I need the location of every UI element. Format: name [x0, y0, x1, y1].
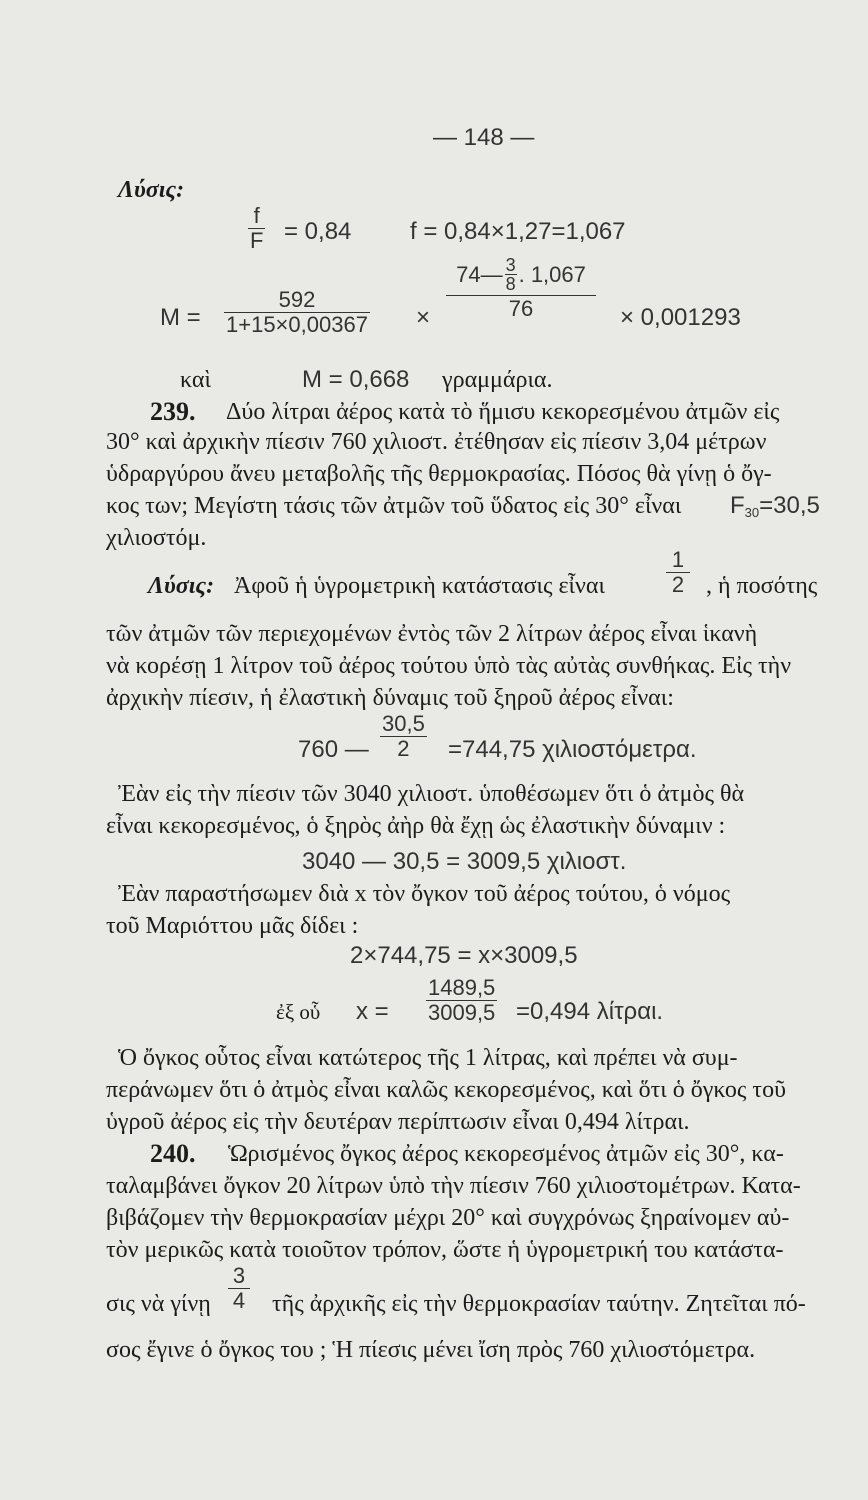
small-fraction-denominator: 8 [505, 274, 516, 294]
problem-240-line-5-end: τῆς ἀρχικῆς εἰς τὴν θερμοκρασίαν ταύτην. Ζητεῖται πό- [272, 1291, 806, 1317]
eq1-fraction [380, 712, 427, 761]
problem-239-line-1: Δύο λίτραι ἀέρος κατὰ τὸ ἥμισυ κεκορεσμένου ἀτμῶν εἰς [226, 399, 780, 425]
f30-expression [730, 492, 820, 527]
page-number: — 148 — [433, 124, 535, 151]
m-fraction-1-denominator: 1+15×0,00367 [226, 312, 368, 337]
solution-2-line-8: τοῦ Μαριόττου μᾶς δίδει : [106, 913, 359, 939]
fraction-numerator: f [253, 203, 260, 228]
small-fraction [505, 256, 517, 293]
numerator-part-c: . 1,067 [518, 261, 586, 287]
eq1-lhs: 760 — [298, 736, 369, 763]
m-formula-lhs: M = [160, 304, 201, 331]
f-ratio-value: = 0,84 [284, 218, 352, 245]
problem-239-line-2: 30° καὶ ἀρχικὴν πίεσιν 760 χιλιοστ. ἐτέθησαν εἰς πίεσιν 3,04 μέτρων [106, 429, 767, 455]
f30-subscript: 30 [744, 505, 760, 520]
problem-240-line-3: βιβάζομεν τὴν θερμοκρασίαν μέχρι 20° καὶ συγχρόνως ξηραίνομεν αὐ- [106, 1205, 790, 1231]
m-result-value: M = 0,668 [302, 366, 410, 393]
hygrometric-fraction [666, 548, 690, 597]
problem-239-line-4: κος των; Μεγίστη τάσις τῶν ἀτμῶν τοῦ ὕδατος εἰς 30° εἶναι [106, 493, 682, 519]
problem-240-line-2: ταλαμβάνει ὄγκον 20 λίτρων ὑπὸ τὴν πίεσιν 760 χιλιοστομέτρων. Κατα- [106, 1173, 801, 1199]
times-sign: × [416, 304, 431, 331]
eq1-numerator: 30,5 [382, 711, 425, 736]
eq1-rhs: =744,75 χιλιοστόμετρα. [448, 736, 697, 763]
fraction-denominator: F [250, 228, 264, 253]
eq3: 2×744,75 = x×3009,5 [350, 942, 578, 969]
eq4-numerator: 1489,5 [428, 975, 496, 1000]
problem-239-line-5: χιλιοστόμ. [106, 525, 207, 551]
numerator-part-a: 74— [456, 261, 503, 287]
problem-240-line-1: Ὡρισμένος ὄγκος ἀέρος κεκορεσμένος ἀτμῶν εἰς 30°, κα- [228, 1141, 784, 1167]
hygrometric-numerator: 1 [671, 547, 685, 572]
f30-symbol: F [730, 492, 745, 519]
problem-240-number: 240. [150, 1139, 196, 1168]
eq4-denominator: 3009,5 [428, 1000, 496, 1025]
solution-2-line-9: Ὁ ὄγκος οὗτος εἶναι κατώτερος τῆς 1 λίτρας, καὶ πρέπει νὰ συμ- [118, 1045, 738, 1071]
m-fraction-2-numerator [456, 256, 586, 293]
solution-2-line-6: εἶναι κεκορεσμένος, ὁ ξηρὸς ἀὴρ θὰ ἔχῃ ὡς ἐλαστικὴν δύναμιν : [106, 813, 726, 839]
solution-2-text-end: , ἡ ποσότης [706, 573, 818, 599]
solution-2-line-10: περάνωμεν ὅτι ὁ ἀτμὸς εἶναι καλῶς κεκορεσμένος, καὶ ὅτι ὁ ὄγκος τοῦ [106, 1077, 786, 1103]
m-fraction-1 [224, 288, 370, 337]
eq4-prefix: ἐξ οὗ [276, 1000, 321, 1024]
f-computation: f = 0,84×1,27=1,067 [410, 218, 626, 245]
three-quarters-numerator: 3 [232, 1263, 246, 1288]
eq4-fraction [426, 976, 497, 1025]
m-fraction-2-denominator: 76 [508, 296, 534, 321]
solution-2-line-2: τῶν ἀτμῶν τῶν περιεχομένων ἐντὸς τῶν 2 λίτρων ἀέρος εἶναι ἱκανὴ [106, 621, 758, 647]
m-fraction-2 [446, 256, 596, 322]
solution-2-line-5: Ἐὰν εἰς τὴν πίεσιν τῶν 3040 χιλιοστ. ὑποθέσωμεν ὅτι ὁ ἀτμὸς θὰ [118, 781, 745, 807]
hygrometric-denominator: 2 [671, 572, 685, 597]
solution-2-line-7: Ἐὰν παραστήσωμεν διὰ x τὸν ὄγκον τοῦ ἀέρος τούτου, ὁ νόμος [118, 881, 731, 907]
problem-239-line-3: ὑδραργύρου ἄνευ μεταβολῆς τῆς θερμοκρασίας. Πόσος θὰ γίνῃ ὁ ὄγ- [106, 461, 772, 487]
m-result-kai: καὶ [180, 367, 211, 393]
small-fraction-numerator: 3 [505, 255, 516, 275]
eq4-rhs: =0,494 λίτραι. [516, 998, 664, 1025]
m-formula-constant: × 0,001293 [620, 304, 741, 331]
three-quarters-denominator: 4 [232, 1288, 246, 1313]
solution-label: Λύσις: [118, 177, 185, 203]
solution-2-line-3: νὰ κορέσῃ 1 λίτρον τοῦ ἀέρος τούτου ὑπὸ τὰς αὐτὰς συνθήκας. Εἰς τὴν [106, 653, 792, 679]
eq1-denominator: 2 [397, 736, 410, 761]
eq2: 3040 — 30,5 = 3009,5 χιλιοστ. [302, 848, 627, 875]
solution-2-text: Ἀφοῦ ἡ ὑγρομετρικὴ κατάστασις εἶναι [234, 573, 605, 599]
problem-240-line-4: τὸν μερικῶς κατὰ τοιοῦτον τρόπον, ὥστε ἡ ὑγρομετρική του κατάστα- [106, 1237, 784, 1263]
problem-239-number: 239. [150, 397, 196, 426]
solution-2-label: Λύσις: [148, 573, 215, 599]
problem-240-line-6: σος ἔγινε ὁ ὄγκος του ; Ἡ πίεσις μένει ἴση πρὸς 760 χιλιοστόμετρα. [106, 1337, 756, 1363]
f-over-F-fraction [248, 204, 265, 253]
solution-2-line-4: ἀρχικὴν πίεσιν, ἡ ἐλαστικὴ δύναμις τοῦ ξηροῦ ἀέρος εἶναι: [106, 685, 674, 711]
m-result-unit: γραμμάρια. [442, 367, 553, 393]
problem-240-line-5-start: σις νὰ γίνῃ [106, 1291, 211, 1317]
m-fraction-1-numerator: 592 [278, 287, 316, 312]
eq4-lhs: x = [356, 998, 389, 1025]
solution-2-line-11: ὑγροῦ ἀέρος εἰς τὴν δευτέραν περίπτωσιν εἶναι 0,494 λίτραι. [106, 1109, 690, 1135]
three-quarters-fraction [228, 1264, 250, 1313]
f30-value: =30,5 [759, 492, 820, 519]
